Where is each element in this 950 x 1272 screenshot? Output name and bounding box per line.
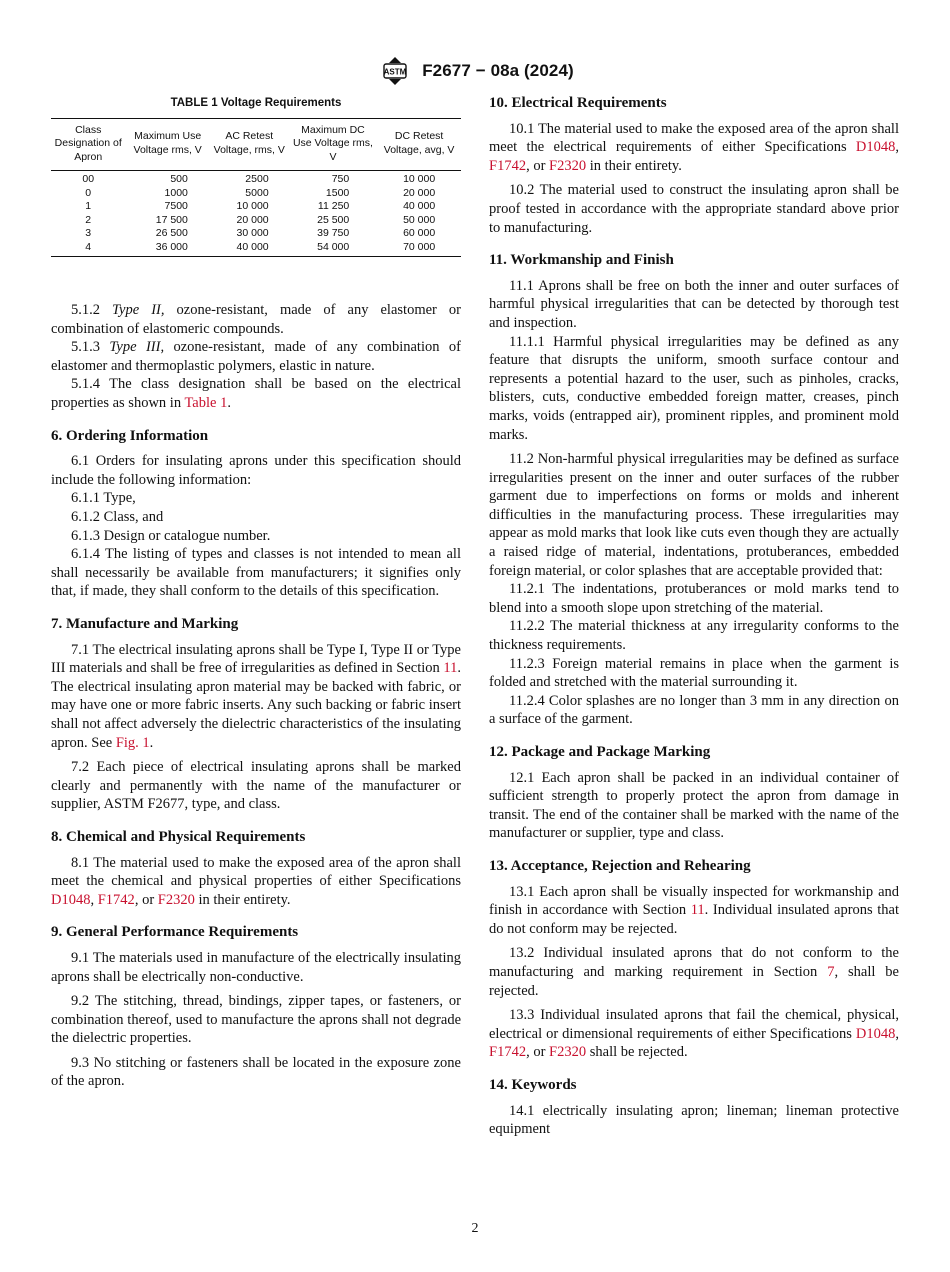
paragraph-11-2-2: 11.2.2 The material thickness at any irregularity conforms to the thickness requirements. (489, 618, 899, 654)
page-header (0, 56, 950, 86)
table-cell: 10 000 (236, 200, 269, 213)
table-row (51, 171, 461, 187)
paragraph-11-2-4: 11.2.4 Color splashes are no longer than 3 mm in any direction on a surface of the garment. (489, 692, 899, 728)
table-cell: 36 000 (155, 240, 188, 253)
paragraph-8-1: 8.1 The material used to make the exposed area of the apron shall meet the chemical and physical properties of either Specifications D1048, F1742, or F2320 in their entirety. (51, 854, 461, 908)
table-cell: 5000 (245, 186, 269, 199)
table-cell: 1500 (325, 186, 350, 199)
right-column (489, 94, 899, 1145)
table-1-link[interactable]: Table 1 (184, 395, 228, 412)
table-header-cell: Maximum Use Voltage rms, V (125, 118, 209, 171)
table-cell: 20 000 (236, 213, 269, 226)
table-cell: 0 (85, 186, 92, 199)
table-cell: 39 750 (317, 227, 350, 240)
paragraph-6-1-1: 6.1.1 Type, (71, 490, 136, 507)
paragraph-10-1: 10.1 The material used to make the exposed area of the apron shall meet the electrical requirements of either Specifications D1048, F1742, or F2320 in their entirety. (489, 120, 899, 174)
paragraph-13-1: 13.1 Each apron shall be visually inspected for workmanship and finish in accordance with Section 11. Individual insulated aprons that do not conform may be rejected. (489, 883, 899, 937)
table-cell: 10 000 (403, 173, 436, 186)
table-header-cell: DC Retest Voltage, avg, V (377, 118, 461, 171)
paragraph-11-2-1: 11.2.1 The indentations, protuberances or mold marks tend to blend into a smooth slope upon stretching of the material. (489, 581, 899, 616)
table-header-cell: Class Designation of Apron (51, 118, 125, 171)
table-row (51, 200, 461, 214)
table-cell: 20 000 (403, 186, 436, 199)
table-header-cell: AC Retest Voltage, rms, V (210, 118, 289, 171)
f1742-link[interactable]: F1742 (97, 891, 135, 908)
d1048-link[interactable]: D1048 (855, 139, 896, 156)
document-number: F2677 − 08a (2024) (422, 61, 574, 80)
table-cell: 7500 (164, 200, 188, 213)
table-cell: 54 000 (317, 240, 350, 253)
f2320-link[interactable]: F2320 (549, 1044, 587, 1061)
paragraph-6-1-3: 6.1.3 Design or catalogue number. (71, 527, 271, 544)
left-column (51, 94, 461, 1097)
table-cell: 3 (85, 227, 92, 240)
table-row (51, 227, 461, 241)
section-7-link[interactable]: 7 (827, 963, 835, 980)
paragraph-11-1: 11.1 Aprons shall be free on both the inner and outer surfaces of harmful physical irregularities that can be detected by thorough test and inspection. (489, 277, 899, 331)
paragraph-13-3: 13.3 Individual insulated aprons that fail the chemical, physical, electrical or dimensional requirements of either Specifications D1048, F1742, or F2320 shall be rejected. (489, 1007, 899, 1061)
f2320-link[interactable]: F2320 (157, 891, 195, 908)
table-cell: 30 000 (236, 227, 269, 240)
table-cell: 1000 (164, 186, 188, 199)
table-cell: 00 (82, 173, 95, 186)
section-11-link[interactable]: 11 (443, 660, 458, 677)
paragraph-11-1-1: 11.1.1 Harmful physical irregularities may be defined as any feature that disrupts the uniform, smooth surface contour and represents a potential hazard to the user, such as pinholes, cracks, blisters, cuts, conductive embedded foreign matter, creases, pinch marks, voids (entrapped air), prominent ripples, and prominent mold marks. (489, 333, 899, 443)
paragraph-13-2: 13.2 Individual insulated aprons that do not conform to the manufacturing and marking requirement in Section 7, shall be rejected. (489, 945, 899, 999)
paragraph-9-1: 9.1 The materials used in manufacture of the electrically insulating aprons shall be electrically non-conductive. (51, 949, 461, 985)
table-cell: 25 500 (317, 213, 350, 226)
f1742-link[interactable]: F1742 (489, 157, 527, 174)
table-row (51, 187, 461, 201)
paragraph-9-3: 9.3 No stitching or fasteners shall be located in the exposure zone of the apron. (51, 1054, 461, 1090)
table-title: TABLE 1 Voltage Requirements (170, 97, 342, 109)
paragraph-5-1-2: 5.1.2 Type II, ozone-resistant, made of any elastomer or combination of elastomeric compounds. (51, 302, 461, 337)
page-number: 2 (471, 1221, 479, 1236)
paragraph-11-2-3: 11.2.3 Foreign material remains in place when the garment is folded and stretched with the material surrounding it. (489, 655, 899, 691)
section-10-heading: 10. Electrical Requirements (489, 95, 667, 111)
section-11-heading: 11. Workmanship and Finish (489, 252, 674, 269)
d1048-link[interactable]: D1048 (51, 891, 91, 908)
paragraph-10-2: 10.2 The material used to construct the insulating apron shall be proof tested in accordance with the appropriate standard above prior to manufacturing. (489, 182, 899, 236)
astm-logo-icon (376, 56, 414, 86)
table-cell: 1 (85, 200, 92, 213)
d1048-link[interactable]: D1048 (855, 1025, 896, 1042)
table-cell: 17 500 (155, 213, 188, 226)
paragraph-6-1-4: 6.1.4 The listing of types and classes is not intended to mean all shall necessarily be available from manufacturers; it signifies only that, if made, they shall conform to the details of this specification. (51, 546, 461, 600)
astm-logo (376, 56, 414, 86)
table-cell: 2500 (245, 173, 269, 186)
table-cell: 4 (85, 240, 92, 253)
section-13-heading: 13. Acceptance, Rejection and Rehearing (489, 857, 751, 874)
table-cell: 40 000 (236, 240, 269, 253)
section-6-heading: 6. Ordering Information (51, 427, 209, 444)
paragraph-14-1: 14.1 electrically insulating apron; lineman; lineman protective equipment (489, 1102, 899, 1138)
svg-text:ASTM: ASTM (383, 67, 407, 77)
paragraph-12-1: 12.1 Each apron shall be packed in an individual container of sufficient strength to properly protect the apron from damage in transit. The end of the container shall be marked with the name of the manufacturer or supplier, type and class. (489, 769, 899, 842)
table-row (51, 241, 461, 257)
f2320-link[interactable]: F2320 (549, 157, 587, 174)
section-8-heading: 8. Chemical and Physical Requirements (51, 828, 306, 845)
table-cell: 60 000 (403, 227, 436, 240)
table-cell: 26 500 (155, 227, 188, 240)
table-cell: 2 (85, 213, 92, 226)
paragraph-6-1: 6.1 Orders for insulating aprons under this specification should include the following information: (51, 453, 461, 488)
fig-1-link[interactable]: Fig. 1 (115, 734, 150, 751)
table-header-cell: Maximum DC Use Voltage rms, V (289, 118, 378, 171)
table-cell: 500 (170, 173, 188, 186)
paragraph-9-2: 9.2 The stitching, thread, bindings, zipper tapes, or fasteners, or combination thereof, used to manufacture the aprons shall not degrade the dielectric properties. (51, 993, 461, 1047)
paragraph-5-1-3: 5.1.3 Type III, ozone-resistant, made of any combination of elastomer and thermoplastic polymers, elastic in nature. (51, 339, 461, 374)
table-cell: 11 250 (317, 200, 350, 213)
table-cell: 750 (331, 173, 350, 186)
section-7-heading: 7. Manufacture and Marking (51, 616, 239, 632)
table-cell: 50 000 (403, 213, 436, 226)
table-cell: 40 000 (403, 200, 436, 213)
paragraph-6-1-2: 6.1.2 Class, and (71, 509, 164, 526)
section-11-link[interactable]: 11 (690, 902, 705, 919)
table-cell: 70 000 (403, 240, 436, 253)
paragraph-5-1-4: 5.1.4 The class designation shall be based on the electrical properties as shown in Table 1. (51, 376, 461, 412)
section-14-heading: 14. Keywords (489, 1076, 577, 1093)
section-9-heading: 9. General Performance Requirements (51, 924, 299, 941)
paragraph-7-2: 7.2 Each piece of electrical insulating aprons shall be marked clearly and permanently with the name of the manufacturer or supplier, ASTM F2677, type, and class. (51, 759, 461, 813)
voltage-requirements-table (51, 118, 461, 258)
table-row (51, 214, 461, 228)
section-12-heading: 12. Package and Package Marking (489, 744, 711, 760)
paragraph-11-2: 11.2 Non-harmful physical irregularities may be defined as surface irregularities present on the inner and outer surfaces of the rubber garment due to imperfections on forms or molds and inherent difficulties in the manufacturing process. These irregularities may appear as mold marks that look like cuts even though they are actually a raised ridge of material, indentations, protuberances, embedded foreign material, or color splashes that are acceptable provided that: (489, 451, 899, 579)
f1742-link[interactable]: F1742 (489, 1044, 527, 1061)
paragraph-7-1: 7.1 The electrical insulating aprons shall be Type I, Type II or Type III materials and shall be free of irregularities as defined in Section 11. The electrical insulating apron material may be backed with fabric, or may have one or more fabric inserts. Any such backing or fabric insert shall not affect adversely the dielectric characteristics of the insulating apron. See Fig. 1. (51, 641, 461, 751)
